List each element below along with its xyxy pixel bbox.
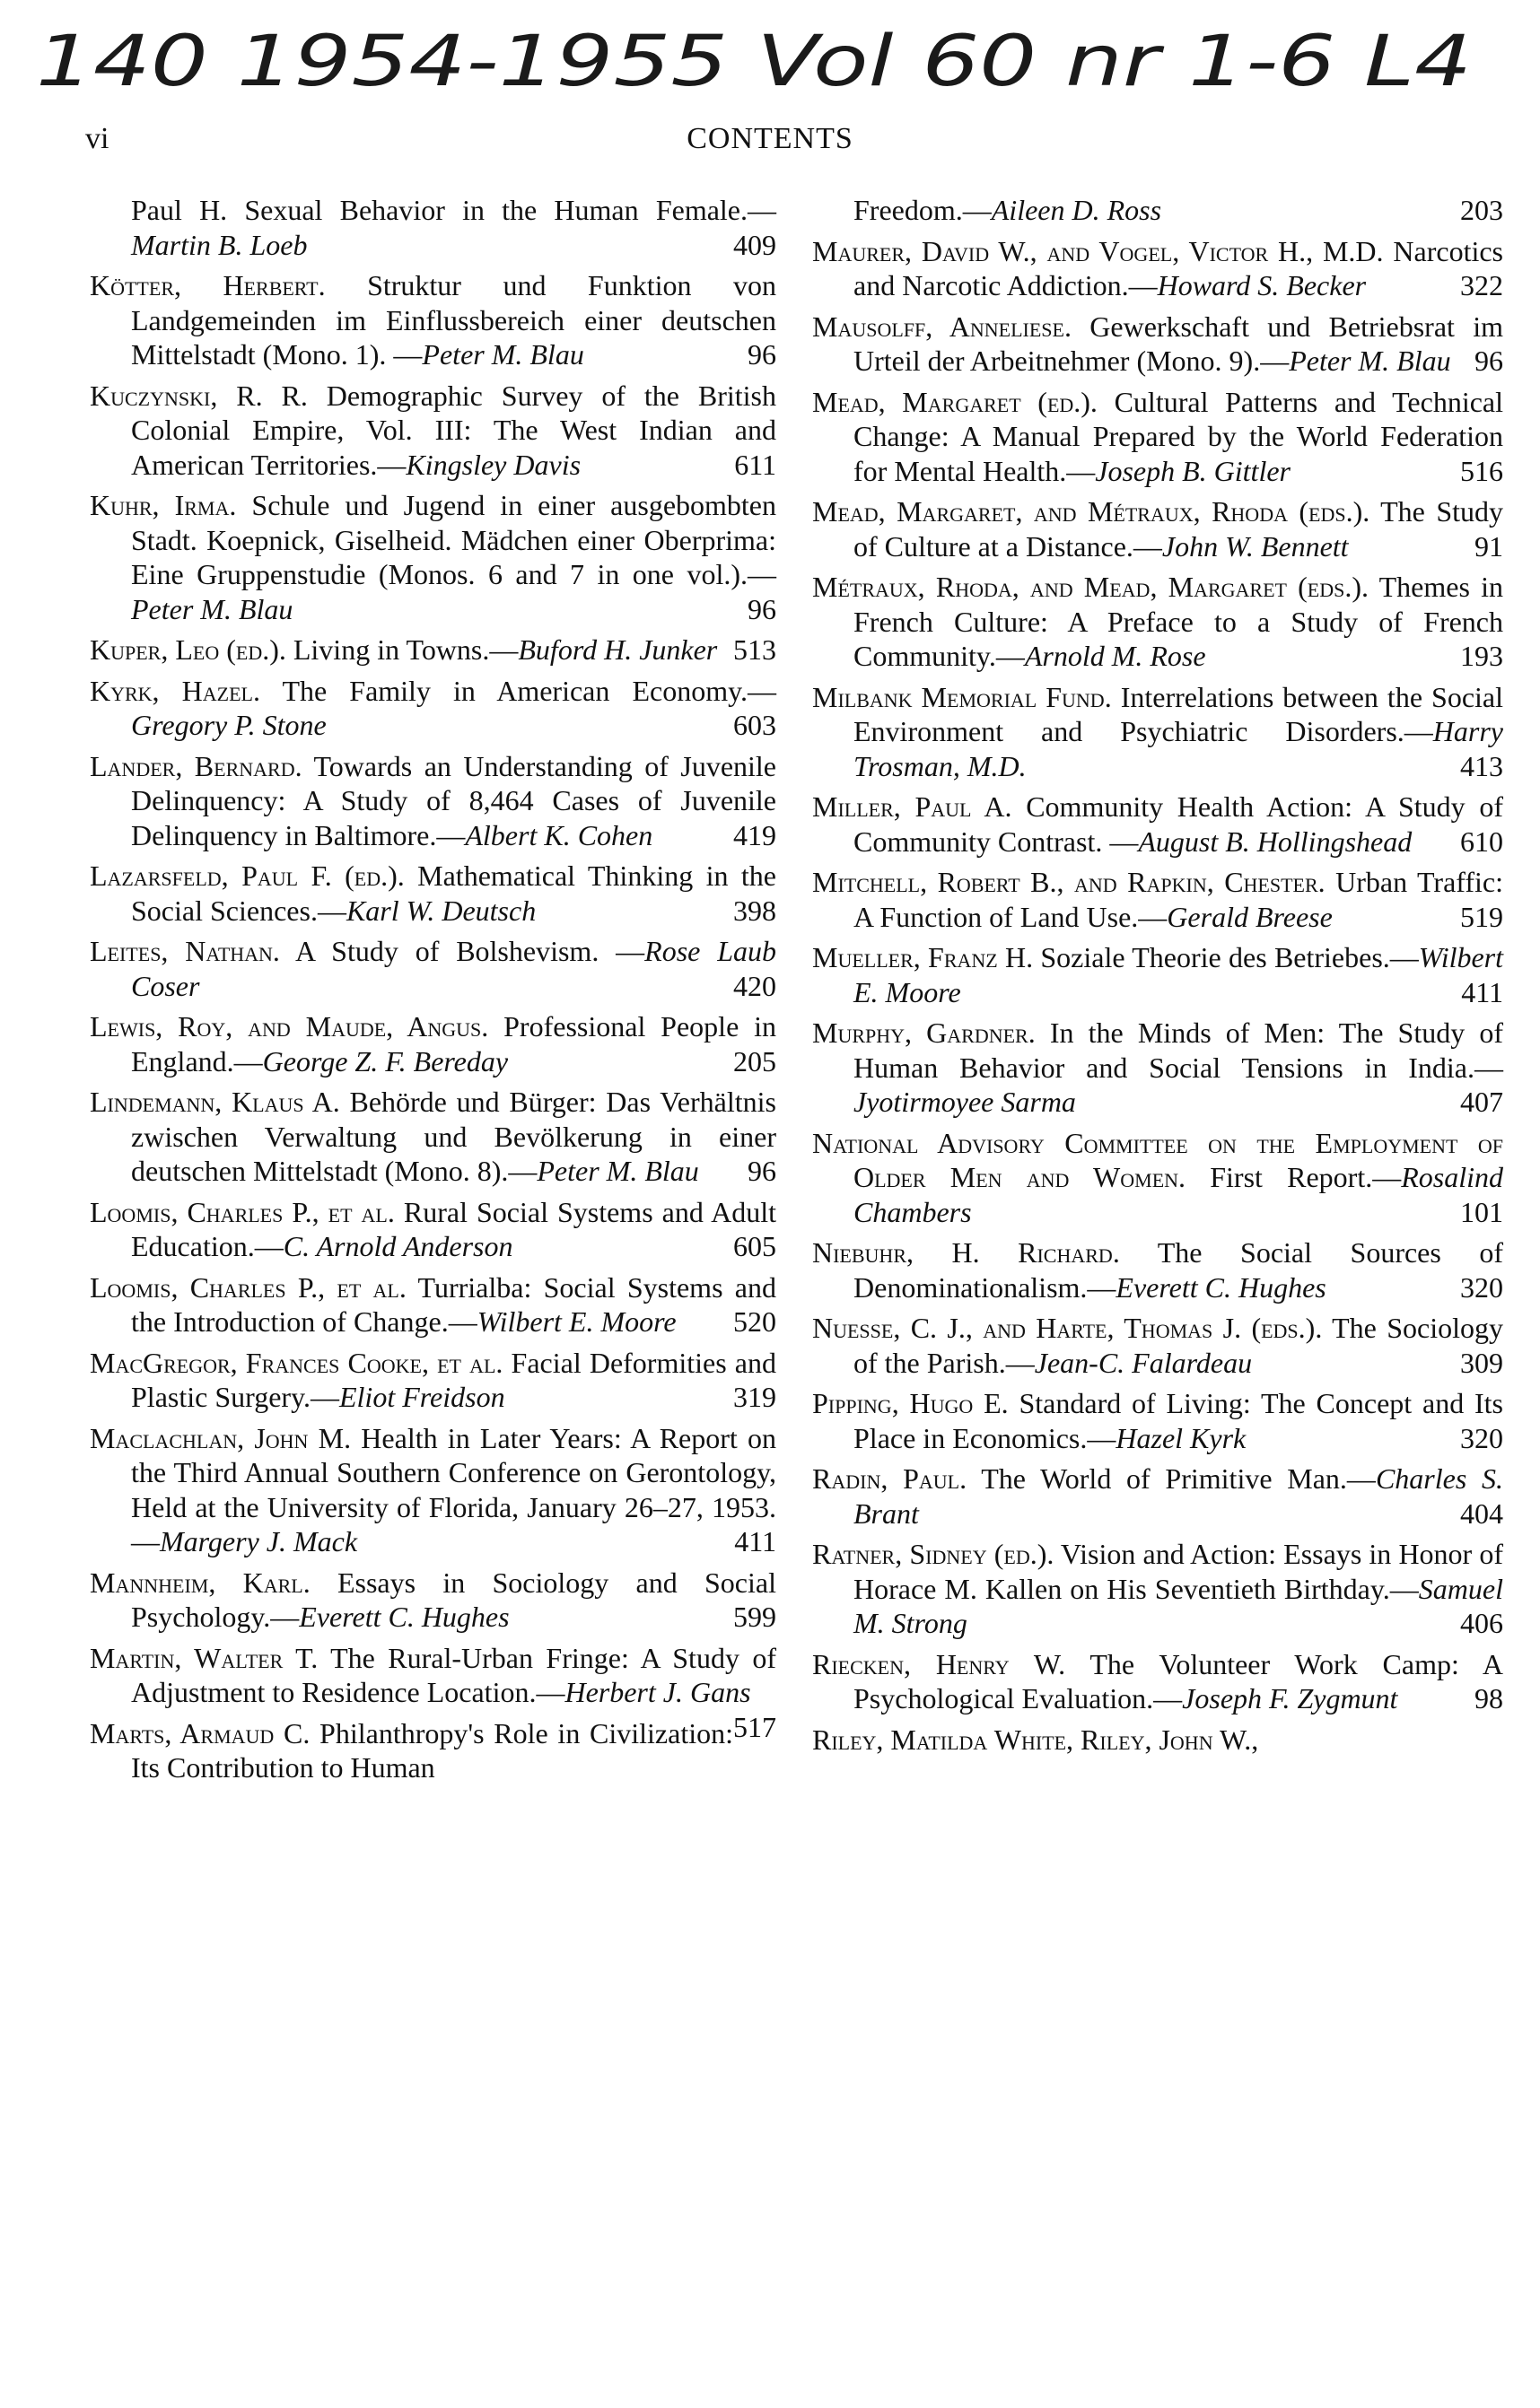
entry-title: The World of Primitive Man.—: [967, 1462, 1376, 1495]
entry-reviewer: Arnold M. Rose: [1024, 640, 1206, 672]
entry-reviewer: Joseph B. Gittler: [1095, 454, 1291, 487]
contents-entry: [812, 1311, 1503, 1380]
contents-entry: [90, 1421, 776, 1559]
contents-entry: [812, 865, 1503, 934]
contents-entry: [90, 1270, 776, 1339]
entry-page-number: 519: [1460, 900, 1503, 933]
contents-entry: [90, 674, 776, 743]
entry-reviewer: C. Arnold Anderson: [283, 1230, 513, 1262]
entry-title: The Family in American Economy.—: [259, 674, 777, 707]
entry-title: Narcotics and Narcotic Addiction.—: [853, 234, 1504, 301]
contents-entry: [90, 633, 776, 667]
entry-reviewer: August B. Hollingshead: [1138, 824, 1413, 858]
entry-author: Maurer, David W., and Vogel, Victor H., M.D.: [812, 234, 1384, 267]
contents-entry: [90, 379, 776, 483]
contents-entry: [90, 934, 776, 1003]
contents-entry: [812, 310, 1503, 379]
entry-author: Milbank Memorial Fund.: [812, 680, 1112, 713]
entry-reviewer: Everett C. Hughes: [1116, 1270, 1326, 1304]
page-title: CONTENTS: [687, 122, 853, 155]
entry-author: Riley, Matilda White, Riley, John W.,: [812, 1723, 1259, 1756]
entry-reviewer: George Z. F. Bereday: [262, 1044, 509, 1077]
entry-reviewer: Joseph F. Zygmunt: [1182, 1682, 1398, 1714]
entry-reviewer: Margery J. Mack: [160, 1525, 358, 1557]
entry-author: Radin, Paul.: [812, 1462, 967, 1495]
entry-page-number: 513: [733, 633, 776, 666]
contents-entry: [812, 680, 1503, 784]
page-folio: vi: [85, 122, 109, 155]
entry-reviewer: Albert K. Cohen: [465, 818, 653, 851]
entry-page-number: 411: [1461, 975, 1503, 1008]
entry-page-number: 603: [733, 709, 776, 741]
entry-page-number: 203: [1460, 194, 1503, 226]
contents-entry: [812, 570, 1503, 674]
entry-reviewer: Karl W. Deutsch: [346, 894, 537, 927]
entry-reviewer: Wilbert E. Moore: [853, 941, 1504, 1008]
entry-page-number: 404: [1460, 1496, 1503, 1530]
entry-title: Gewerkschaft und Betriebsrat im Urteil der Arbeitnehmer (Mono. 9).—: [853, 310, 1503, 377]
entry-reviewer: Herbert J. Gans: [564, 1676, 751, 1708]
entry-page-number: 96: [748, 1155, 776, 1187]
entry-title: Cultural Patterns and Technical Change: A Manual Prepared by the World Federation for Mental Health.—: [853, 385, 1503, 487]
entry-reviewer: Aileen D. Ross: [991, 194, 1162, 226]
entry-page-number: 407: [1460, 1086, 1503, 1118]
entry-author: Kuczynski, R. R.: [90, 379, 308, 412]
left-column: [90, 193, 776, 1792]
entry-title: Towards an Understanding of Juvenile Delinquency: A Study of 8,464 Cases of Juvenile Delinquency in Baltimore.—: [131, 749, 776, 851]
entry-author: Mueller, Franz H.: [812, 941, 1034, 973]
entry-title: Paul H. Sexual Behavior in the Human Female.—: [131, 194, 776, 226]
entry-page-number: 320: [1460, 1270, 1503, 1304]
entry-author: Mausolff, Anneliese.: [812, 310, 1072, 343]
contents-entry: [90, 193, 776, 262]
contents-entry: [812, 193, 1503, 228]
entry-page-number: 96: [1474, 345, 1503, 377]
entry-author: MacGregor, Frances Cooke, et al.: [90, 1346, 503, 1379]
entry-title: Turrialba: Social Systems and the Introduction of Change.—: [131, 1270, 776, 1338]
entry-page-number: 610: [1460, 824, 1503, 858]
entry-page-number: 320: [1460, 1421, 1503, 1454]
entry-reviewer: Gerald Breese: [1167, 900, 1333, 933]
entry-title: Living in Towns.—: [285, 633, 519, 666]
entry-author: Mead, Margaret, and Métraux, Rhoda (eds.).: [812, 495, 1370, 528]
entry-title: Interrelations between the Social Environment and Psychiatric Disorders.—: [853, 680, 1504, 747]
entry-title: The Study of Culture at a Distance.—: [853, 495, 1504, 563]
contents-entry: [812, 940, 1503, 1009]
entry-author: Kuhr, Irma.: [90, 489, 237, 521]
entry-page-number: 406: [1460, 1607, 1503, 1639]
contents-entry: [90, 1566, 776, 1635]
contents-entry: [812, 494, 1503, 563]
entry-page-number: 409: [733, 228, 776, 261]
contents-entry: [812, 385, 1503, 489]
entry-page-number: 96: [748, 338, 776, 371]
entry-title: Mathematical Thinking in the Social Sciences.—: [131, 859, 776, 927]
contents-entry: [812, 1723, 1503, 1758]
entry-author: Leites, Nathan.: [90, 935, 280, 967]
entry-title: In the Minds of Men: The Study of Human Behavior and Social Tensions in India.—: [853, 1016, 1503, 1084]
entry-author: Loomis, Charles P., et al.: [90, 1270, 407, 1304]
entry-author: Lewis, Roy, and Maude, Angus.: [90, 1010, 489, 1043]
contents-entry: [90, 1195, 776, 1264]
entry-title: A Study of Bolshevism. —: [279, 935, 645, 967]
contents-entry: [812, 1126, 1503, 1230]
entry-author: Métraux, Rhoda, and Mead, Margaret (eds.).: [812, 571, 1369, 603]
entry-page-number: 398: [733, 894, 776, 927]
entry-page-number: 419: [733, 818, 776, 851]
entry-reviewer: Samuel M. Strong: [853, 1572, 1503, 1639]
entry-author: Mitchell, Robert B., and Rapkin, Chester.: [812, 866, 1326, 898]
entry-reviewer: Jyotirmoyee Sarma: [853, 1086, 1076, 1118]
contents-entry: [90, 749, 776, 853]
entry-author: Kuper, Leo (ed.).: [90, 633, 286, 666]
entry-title: Behörde und Bürger: Das Verhältnis zwischen Verwaltung und Bevölkerung in einer deutschen Mittelstadt (Mono. 8).—: [131, 1086, 776, 1187]
entry-title: Standard of Living: The Concept and Its Place in Economics.—: [853, 1387, 1504, 1454]
entry-reviewer: Eliot Freidson: [338, 1381, 505, 1413]
entry-page-number: 599: [733, 1601, 776, 1633]
entry-title: Rural Social Systems and Adult Education.—: [131, 1195, 777, 1262]
contents-entry: [812, 1016, 1503, 1120]
entry-page-number: 205: [733, 1044, 776, 1077]
contents-entry: [812, 1386, 1503, 1455]
entry-author: Loomis, Charles P., et al.: [90, 1195, 395, 1228]
entry-reviewer: Peter M. Blau: [131, 592, 293, 625]
entry-reviewer: Rose Laub Coser: [131, 935, 776, 1002]
entry-author: Ratner, Sidney (ed.).: [812, 1538, 1054, 1570]
entry-title: Schule und Jugend in einer ausgebombten Stadt. Koepnick, Giselheid. Mädchen einer Oberprima: Eine Gruppenstudie (Monos. 6 and 7 in one vol.).—: [131, 489, 776, 590]
contents-entry: [90, 1346, 776, 1415]
contents-entry: [812, 1537, 1503, 1641]
entry-author: Pipping, Hugo E.: [812, 1387, 1009, 1419]
entry-page-number: 605: [733, 1230, 776, 1262]
entry-page-number: 413: [1460, 749, 1503, 782]
entry-reviewer: Howard S. Becker: [1157, 269, 1367, 301]
entry-title: The Sociology of the Parish.—: [853, 1312, 1504, 1379]
entry-title: Struktur und Funktion von Landgemeinden im Einflussbereich einer deutschen Mittelstadt (Mono. 1). —: [131, 269, 776, 371]
entry-author: Kötter, Herbert.: [90, 269, 326, 301]
entry-reviewer: Peter M. Blau: [422, 338, 584, 371]
entry-author: Mannheim, Karl.: [90, 1566, 311, 1599]
entry-title: Soziale Theorie des Betriebes.—: [1033, 941, 1419, 973]
entry-author: Lazarsfeld, Paul F. (ed.).: [90, 859, 405, 892]
entry-title: Freedom.—: [853, 194, 992, 226]
entry-reviewer: Gregory P. Stone: [131, 709, 327, 741]
contents-entry: [90, 859, 776, 928]
entry-reviewer: Everett C. Hughes: [299, 1601, 510, 1633]
entry-page-number: 420: [733, 969, 776, 1002]
entry-title: Themes in French Culture: A Preface to a Study of French Community.—: [853, 571, 1504, 672]
entry-title: Demographic Survey of the British Colonial Empire, Vol. III: The West Indian and American Territories.—: [131, 379, 777, 481]
entry-page-number: 96: [748, 592, 776, 625]
contents-entry: [90, 1716, 776, 1785]
contents-entry: [90, 1085, 776, 1189]
entry-reviewer: Harry Trosman, M.D.: [853, 715, 1503, 782]
entry-author: Mead, Margaret (ed.).: [812, 385, 1098, 418]
entry-page-number: 193: [1460, 640, 1503, 672]
entry-title: The Volunteer Work Camp: A Psychological Evaluation.—: [853, 1647, 1504, 1714]
entry-reviewer: Martin B. Loeb: [131, 228, 308, 261]
entry-page-number: 319: [733, 1381, 776, 1413]
entry-author: Kyrk, Hazel.: [90, 674, 260, 707]
handwritten-archive-note: [0, 0, 1540, 126]
entry-author: Marts, Armaud C.: [90, 1716, 311, 1749]
entry-author: Lindemann, Klaus A.: [90, 1086, 340, 1118]
entry-page-number: 91: [1474, 529, 1503, 563]
entry-author: Lander, Bernard.: [90, 749, 302, 782]
entry-title: Professional People in England.—: [131, 1010, 777, 1077]
entry-author: Niebuhr, H. Richard.: [812, 1236, 1120, 1269]
entry-reviewer: Rosalind Chambers: [853, 1161, 1504, 1228]
entry-reviewer: Wilbert E. Moore: [477, 1305, 677, 1338]
entry-author: National Advisory Committee on the Employment of Older Men and Women.: [812, 1126, 1503, 1193]
running-header: [85, 122, 1455, 176]
handwritten-note-text: 140 1954-1955 Vol 60 nr 1-6 L4: [36, 22, 1472, 102]
contents-entry: [812, 790, 1503, 859]
entry-page-number: 322: [1460, 269, 1503, 301]
entry-author: Maclachlan, John M.: [90, 1421, 352, 1454]
contents-entry: [812, 234, 1503, 303]
contents-entry: [812, 1461, 1503, 1531]
entry-reviewer: John W. Bennett: [1161, 529, 1349, 563]
entry-author: Murphy, Gardner.: [812, 1016, 1036, 1049]
entry-page-number: 309: [1460, 1346, 1503, 1379]
entry-reviewer: Charles S. Brant: [853, 1462, 1504, 1530]
entry-title: Health in Later Years: A Report on the Third Annual Southern Conference on Gerontology, Held at the University of Florida, January 26–27, 1953.—: [131, 1421, 776, 1557]
entry-page-number: 517: [733, 1710, 776, 1743]
entry-reviewer: Kingsley Davis: [406, 448, 582, 481]
entry-title: Facial Deformities and Plastic Surgery.—: [131, 1346, 776, 1413]
entry-title: Community Health Action: A Study of Community Contrast. —: [853, 790, 1504, 858]
contents-entry: [90, 1009, 776, 1078]
entry-page-number: 411: [734, 1525, 776, 1557]
entry-author: Miller, Paul A.: [812, 790, 1012, 823]
entry-title: The Rural-Urban Fringe: A Study of Adjustment to Residence Location.—: [131, 1641, 777, 1708]
entry-title: Vision and Action: Essays in Honor of Horace M. Kallen on His Seventieth Birthday.—: [853, 1538, 1503, 1605]
contents-entry: [90, 268, 776, 372]
entry-reviewer: Peter M. Blau: [537, 1155, 699, 1187]
entry-reviewer: Jean-C. Falardeau: [1034, 1346, 1253, 1379]
entry-title: Urban Traffic: A Function of Land Use.—: [853, 866, 1504, 933]
entry-title: Essays in Sociology and Social Psychology.—: [131, 1566, 776, 1633]
entry-reviewer: Peter M. Blau: [1289, 345, 1451, 377]
entry-page-number: 516: [1460, 454, 1503, 487]
entry-reviewer: Hazel Kyrk: [1116, 1421, 1247, 1454]
entry-author: Riecken, Henry W.: [812, 1647, 1066, 1680]
entry-title: First Report.—: [1186, 1161, 1402, 1193]
contents-entry: [812, 1647, 1503, 1716]
right-column: [812, 193, 1503, 1763]
entry-author: Martin, Walter T.: [90, 1641, 319, 1674]
entry-page-number: 98: [1474, 1682, 1503, 1714]
entry-author: Nuesse, C. J., and Harte, Thomas J. (eds.).: [812, 1312, 1323, 1344]
entry-page-number: 520: [733, 1305, 776, 1338]
entry-page-number: 611: [734, 448, 776, 481]
contents-entry: [90, 488, 776, 626]
entry-title: The Social Sources of Denominationalism.—: [853, 1236, 1504, 1304]
entry-page-number: 101: [1460, 1195, 1503, 1228]
entry-reviewer: Buford H. Junker: [518, 633, 718, 666]
contents-entry: [812, 1235, 1503, 1304]
entry-title: Philanthropy's Role in Civilization: Its Contribution to Human: [131, 1716, 734, 1784]
